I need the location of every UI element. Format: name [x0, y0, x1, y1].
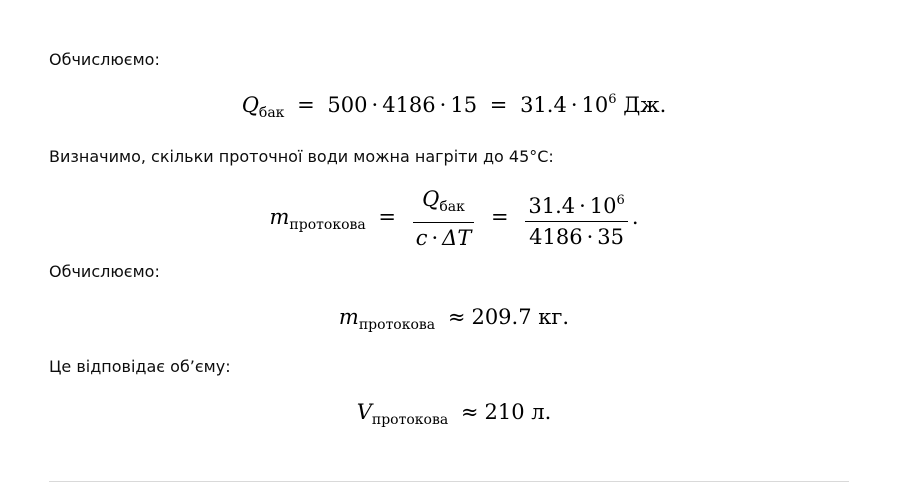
numerator-value: 31.4	[528, 193, 576, 218]
eq1-power-exponent: 6	[608, 92, 617, 107]
multiply-dot: ·	[586, 224, 594, 249]
equals-sign: =	[297, 93, 315, 117]
multiply-dot: ·	[439, 93, 447, 117]
eq1-mass: 500	[327, 93, 368, 117]
fraction-symbolic-numerator	[419, 186, 468, 222]
equals-sign: =	[378, 205, 397, 229]
paragraph-compute-2: Обчислюємо:	[49, 262, 160, 281]
equation-m-flow-result	[0, 305, 908, 333]
denominator-specific-heat: 4186	[529, 224, 583, 249]
eq2-period: .	[631, 205, 639, 229]
approx-sign: ≈	[447, 305, 466, 329]
numerator-variable: Q	[422, 187, 440, 211]
multiply-dot: ·	[371, 93, 379, 117]
eq3-unit: кг.	[538, 305, 570, 329]
eq1-variable-subscript: бак	[258, 105, 285, 121]
eq3-value: 209.7	[471, 305, 532, 329]
denominator-c: c	[415, 226, 428, 250]
fraction-symbolic	[413, 186, 475, 251]
equals-sign: =	[491, 205, 509, 229]
multiply-dot: ·	[431, 226, 439, 250]
multiply-dot: ·	[570, 93, 578, 117]
eq1-specific-heat: 4186	[382, 93, 436, 117]
numerator-subscript: бак	[439, 199, 465, 215]
equation-q-tank	[0, 92, 908, 121]
eq1-power-base: 10	[581, 93, 609, 117]
fraction-numeric-numerator	[525, 188, 627, 221]
eq3-variable: m	[338, 305, 359, 329]
eq4-unit: л.	[531, 400, 552, 424]
eq2-variable-subscript: протокова	[289, 217, 366, 233]
eq1-variable: Q	[241, 93, 259, 117]
fraction-symbolic-denominator	[413, 222, 475, 251]
eq1-unit: Дж.	[623, 93, 667, 117]
equation-v-flow-result	[0, 400, 908, 428]
equals-sign: =	[489, 93, 508, 117]
denominator-delta-t-value: 35	[597, 224, 625, 249]
eq1-result: 31.4	[520, 93, 567, 117]
equation-m-flow-fraction	[0, 186, 908, 251]
paragraph-compute-1: Обчислюємо:	[49, 50, 160, 69]
eq4-value: 210	[484, 400, 525, 424]
paragraph-determine: Визначимо, скільки проточної води можна нагріти до 45°C:	[49, 147, 554, 166]
eq3-variable-subscript: протокова	[358, 317, 436, 333]
multiply-dot: ·	[579, 193, 586, 218]
eq4-variable: V	[356, 400, 372, 424]
fraction-numeric	[525, 188, 627, 250]
denominator-delta-t: ΔT	[442, 226, 472, 250]
eq1-delta-t: 15	[450, 93, 478, 117]
numerator-power-exponent: 6	[616, 192, 625, 208]
fraction-numeric-denominator	[525, 221, 627, 250]
numerator-power-base: 10	[589, 193, 617, 218]
eq4-variable-subscript: протокова	[371, 412, 449, 428]
section-divider	[49, 481, 849, 482]
eq2-variable: m	[269, 205, 290, 229]
paragraph-volume: Це відповідає об’єму:	[49, 357, 231, 376]
approx-sign: ≈	[460, 400, 479, 424]
